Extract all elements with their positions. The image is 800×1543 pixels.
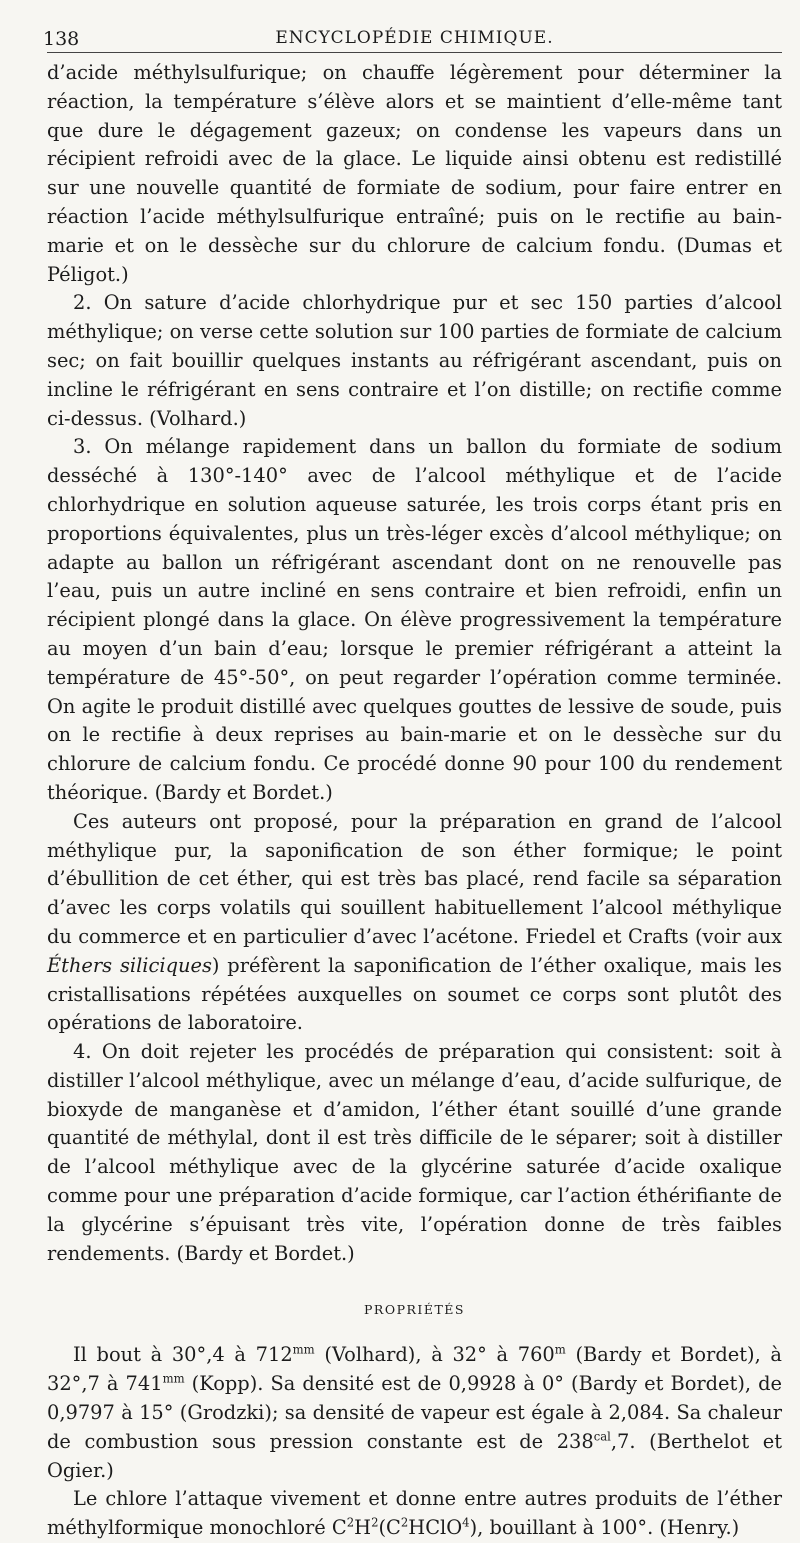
text-run: d’acide méthylsulfurique; on chauffe légèrement pour déterminer la réaction, la température s’élève alors et se maintient d’elle-même tant que dure le dégagement gazeux; on condense les vapeurs dans un récipient refroidi avec de la glace. Le liquide ainsi obtenu est redistillé sur une nouvelle quantité de formiate de sodium, pour faire entrer en réaction l’acide méthylsulfurique entraîné; puis on le rectifie au bain-marie et on le dessèche sur du chlorure de calcium fondu. (Dumas et Péligot.) xyxy=(47,61,782,286)
text-run: 2. On sature d’acide chlorhydrique pur et sec 150 parties d’alcool méthylique; on verse cette solution sur 100 parties de formiate de calcium sec; on fait bouillir quelques instants au réfrigérant ascendant, puis on incline le réfrigérant en sens contraire et l’on distille; on rectifie comme ci-dessus. (Volhard.) xyxy=(47,291,782,430)
page-number: 138 xyxy=(43,28,80,50)
paragraph xyxy=(47,808,782,1038)
text-run: Le chlore l’attaque vivement et donne entre autres produits de l’éther méthylformique monochloré C xyxy=(47,1487,782,1540)
text-run: ) préfèrent la saponification de l’éther oxalique, mais les cristallisations répétées auxquelles on soumet ce corps sont plutôt des opérations de laboratoire. xyxy=(47,953,782,1035)
text-run: ,7. (Berthelot et Ogier.) xyxy=(47,1429,782,1482)
text-run: HClO xyxy=(408,1516,463,1540)
paragraph xyxy=(47,289,782,433)
superscript: 2 xyxy=(371,1515,379,1530)
text-run: (Volhard), à 32° à 760 xyxy=(314,1343,555,1367)
text-run: ), bouillant à 100°. (Henry.) xyxy=(469,1516,740,1540)
superscript: 2 xyxy=(400,1515,409,1530)
paragraph xyxy=(47,1341,782,1485)
text-run: (Kopp). Sa densité est de 0,9928 à 0° (Bardy et Bordet), de 0,9797 à 15° (Grodzki); sa densité de vapeur est égale à 2,084. Sa chaleur de combustion sous pression constante est de 238 xyxy=(47,1372,782,1453)
text-run: H xyxy=(354,1516,372,1540)
text-run: (C xyxy=(378,1516,401,1540)
document-page xyxy=(43,22,782,1543)
text-run: (Bardy et Bordet), à 32°,7 à 741 xyxy=(47,1343,782,1396)
superscript: 4 xyxy=(462,1515,470,1530)
text-run: Il bout à 30°,4 à 712 xyxy=(73,1343,293,1367)
body-text-top xyxy=(47,59,782,1268)
running-title: ENCYCLOPÉDIE CHIMIQUE. xyxy=(275,28,554,48)
page-header xyxy=(43,22,782,53)
paragraph xyxy=(47,59,782,289)
superscript: cal xyxy=(593,1429,611,1444)
superscript: mm xyxy=(162,1371,185,1386)
text-run: Ces auteurs ont proposé, pour la préparation en grand de l’alcool méthylique pur, la saponification de son éther formique; le point d’ébullition de cet éther, qui est très bas placé, rend facile sa séparation d’avec les corps volatils qui souillent habituellement l’alcool méthylique du commerce et en particulier d’avec l’acétone. Friedel et Crafts (voir aux xyxy=(47,809,782,948)
superscript: m xyxy=(554,1343,566,1357)
paragraph xyxy=(47,1038,782,1268)
paragraph xyxy=(47,1485,782,1543)
superscript: 2 xyxy=(346,1515,355,1530)
superscript: mm xyxy=(292,1343,315,1357)
paragraph xyxy=(47,433,782,807)
italic-reference: Éthers siliciques xyxy=(47,953,212,977)
text-run: 3. On mélange rapidement dans un ballon du formiate de sodium desséché à 130°-140° avec de l’alcool méthylique et de l’acide chlorhydrique en solution aqueuse saturée, les trois corps étant pris en proportions équivalentes, plus un très-léger excès d’alcool méthylique; on adapte au ballon un réfrigérant ascendant dont on ne renouvelle pas l’eau, puis un autre incliné en sens contraire et bien refroidi, enfin un récipient plongé dans la glace. On élève progressivement la température au moyen d’un bain d’eau; lorsque le premier réfrigérant a atteint la température de 45°-50°, on peut regarder l’opération comme terminée. On agite le produit distillé avec quelques gouttes de lessive de soude, puis on le rectifie à deux reprises au bain-marie et on le dessèche sur du chlorure de calcium fondu. Ce procédé donne 90 pour 100 du rendement théorique. (Bardy et Bordet.) xyxy=(47,435,782,804)
text-run: 4. On doit rejeter les procédés de préparation qui consistent: soit à distiller l’alcool méthylique, avec un mélange d’eau, d’acide sulfurique, de bioxyde de manganèse et d’amidon, l’éther étant souillé d’une grande quantité de méthylal, dont il est très difficile de le séparer; soit à distiller de l’alcool méthylique avec de la glycérine saturée d’acide oxalique comme pour une préparation d’acide formique, car l’action éthérifiante de la glycérine s’épuisant très vite, l’opération donne de très faibles rendements. (Bardy et Bordet.) xyxy=(47,1040,782,1265)
body-text-bottom xyxy=(47,1341,782,1543)
section-heading: PROPRIÉTÉS xyxy=(364,1302,465,1318)
